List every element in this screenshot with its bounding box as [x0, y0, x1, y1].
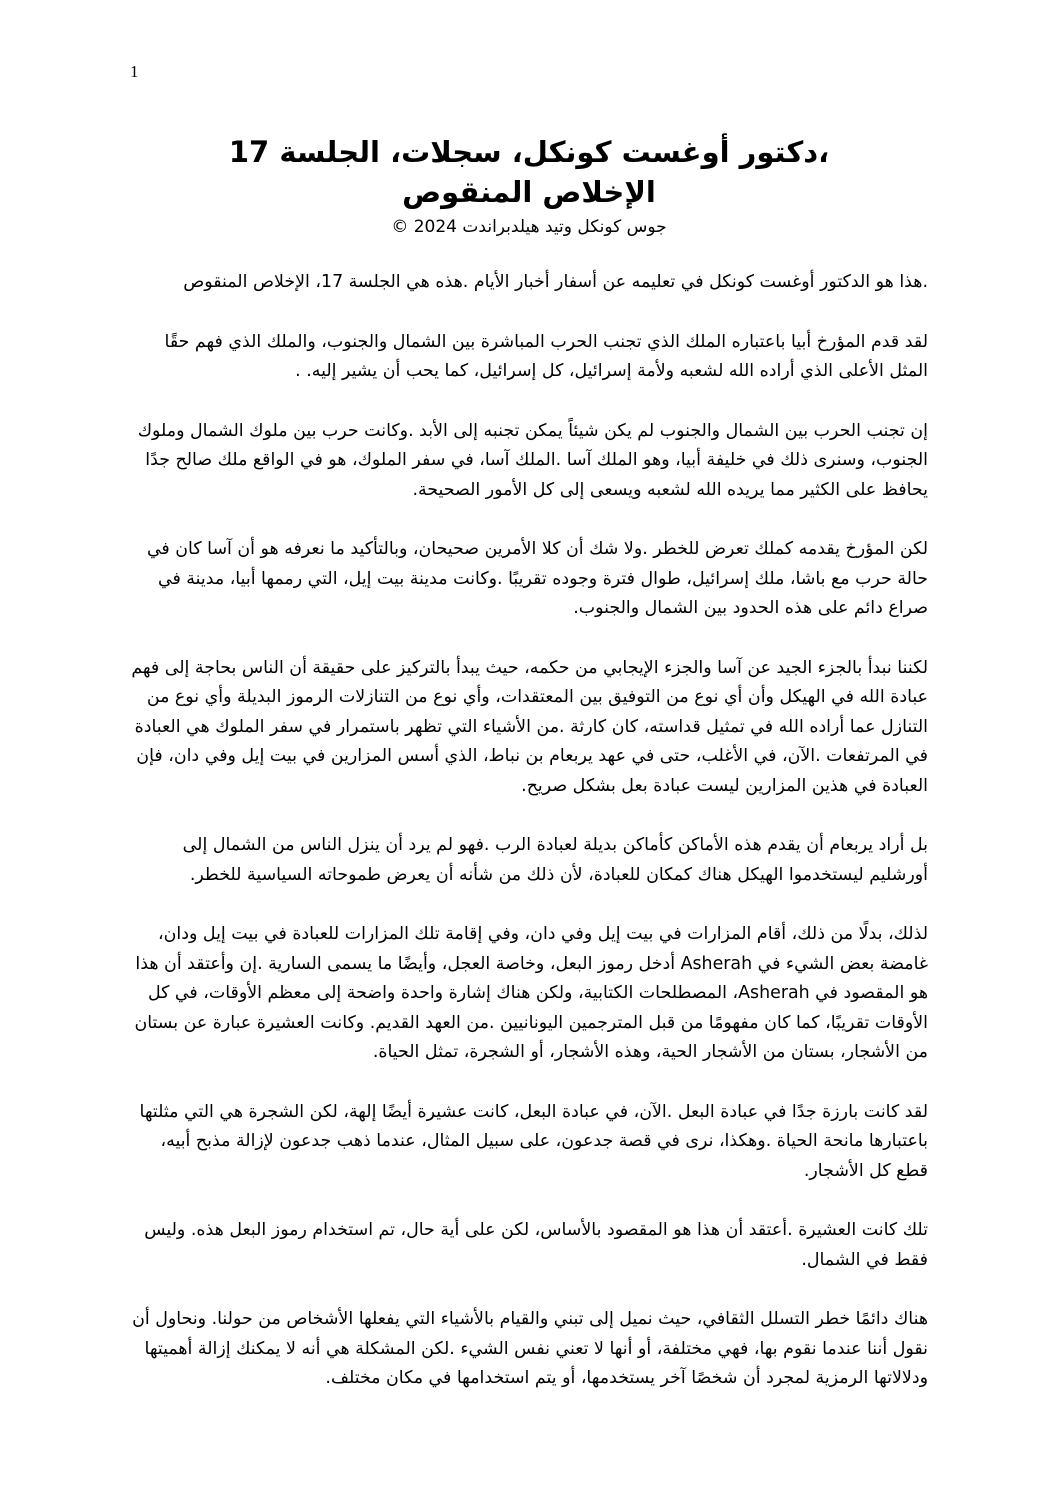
- title-block: [140, 132, 918, 240]
- paragraph-3: إن تجنب الحرب بين الشمال والجنوب لم يكن شيئاً يمكن تجنبه إلى الأبد .وكانت حرب بين ملوك الشمال وملوك الجنوب، وسنرى ذلك في خليفة أبيا، وهو الملك آسا .الملك آسا، في سفر الملوك، هو في الواقع ملك صالح جدًا يحافظ على الكثير مما يريده الله لشعبه ويسعى إلى كل الأمور الصحيحة.: [137, 420, 928, 500]
- title-line-1: ،دكتور أوغست كونكل، سجلات، الجلسة 17: [228, 135, 830, 169]
- copyright-line: جوس كونكل وتيد هيلدبراندت 2024 ©: [391, 217, 667, 237]
- document-body: [130, 268, 928, 1424]
- page-number: 1: [130, 62, 139, 81]
- paragraph-9: تلك كانت العشيرة .أعتقد أن هذا هو المقصود بالأساس، لكن على أية حال، تم استخدام رموز البعل هذه. وليس فقط في الشمال.: [144, 1220, 928, 1270]
- title-line-2: الإخلاص المنقوص: [402, 175, 656, 209]
- paragraph-4: لكن المؤرخ يقدمه كملك تعرض للخطر .ولا شك أن كلا الأمرين صحيحان، وبالتأكيد ما نعرفه هو أن آسا كان في حالة حرب مع باشا، ملك إسرائيل، طوال فترة وجوده تقريبًا .وكانت مدينة بيت إيل، التي رممها أبيا، مدينة في صراع دائم على هذه الحدود بين الشمال والجنوب.: [146, 539, 928, 618]
- paragraph-8: لقد كانت بارزة جدًا في عبادة البعل .الآن، في عبادة البعل، كانت عشيرة أيضًا إلهة، لكن الشجرة هي التي مثلتها باعتبارها مانحة الحياة .وهكذا، نرى في قصة جدعون، على سبيل المثال، عندما ذهب جدعون لإزالة مذبح أبيه، قطع كل الأشجار.: [139, 1101, 928, 1181]
- paragraph-6: بل أراد يربعام أن يقدم هذه الأماكن كأماكن بديلة لعبادة الرب .فهو لم يرد أن ينزل الناس من الشمال إلى أورشليم ليستخدموا الهيكل هناك كمكان للعبادة، لأن ذلك من شأنه أن يعرض طموحاته السياسية للخطر.: [182, 835, 928, 885]
- paragraph-5: لكننا نبدأ بالجزء الجيد عن آسا والجزء الإيجابي من حكمه، حيث يبدأ بالتركيز على حقيقة أن الناس بحاجة إلى فهم عبادة الله في الهيكل وأن أي نوع من التوفيق بين المعتقدات، وأي نوع من التنازلات الرموز البديلة وأي نوع من التنازل عما أراده الله في تمثيل قداسته، كان كارثة .من الأشياء التي تظهر باستمرار في سفر الملوك هي العبادة في المرتفعات .الآن، في الأغلب، حتى في عهد يربعام بن نباط، الذي أسس المزارين في بيت إيل وفي دان، فإن العبادة في هذين المزارين ليست عبادة بعل بشكل صريح.: [131, 657, 928, 796]
- paragraph-10: هناك دائمًا خطر التسلل الثقافي، حيث نميل إلى تبني والقيام بالأشياء التي يفعلها الأشخاص من حولنا. ونحاول أن نقول أننا عندما نقوم بها، فهي مختلفة، أو أنها لا تعني نفس الشيء .لكن المشكلة هي أنه لا يمكنك إزالة أهميتها ودلالاتها الرمزية لمجرد أن شخصًا آخر يستخدمها، أو يتم استخدامها في مكان مختلف.: [132, 1309, 928, 1388]
- paragraph-1: .هذا هو الدكتور أوغست كونكل في تعليمه عن أسفار أخبار الأيام .هذه هي الجلسة 17، الإخلاص المنقوص: [183, 272, 928, 292]
- paragraph-7: لذلك، بدلًا من ذلك، أقام المزارات في بيت إيل وفي دان، وفي إقامة تلك المزارات للعبادة في بيت إيل ودان، غامضة بعض الشيء في Asherah أدخل رموز البعل، وخاصة العجل، وأيضًا ما يسمى السارية .إن وأعتقد أن هذا هو المقصود في Asherah، المصطلحات الكتابية، ولكن هناك إشارة واحدة واضحة إلى معظم الأوقات، في كل الأوقات تقريبًا، كما كان مفهومًا من قبل المترجمين اليونانيين .من العهد القديم. وكانت العشيرة عبارة عن بستان من الأشجار، بستان من الأشجار الحية، وهذه الأشجار، أو الشجرة، تمثل الحياة.: [134, 924, 928, 1062]
- paragraph-2: لقد قدم المؤرخ أبيا باعتباره الملك الذي تجنب الحرب المباشرة بين الشمال والجنوب، والملك الذي فهم حقًا المثل الأعلى الذي أراده الله لشعبه ولأمة إسرائيل، كل إسرائيل، كما يحب أن يشير إليه. .: [164, 331, 928, 381]
